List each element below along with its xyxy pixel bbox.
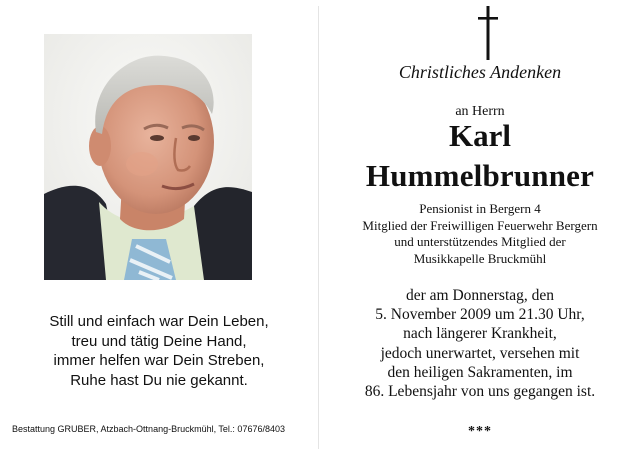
death-notice-line: den heiligen Sakramenten, im [387, 363, 573, 381]
biography-line: Mitglied der Freiwilligen Feuerwehr Bergern [362, 217, 598, 233]
death-notice-line: nach längerer Krankheit, [403, 325, 557, 343]
biography-line: Pensionist in Bergern 4 [419, 201, 541, 216]
left-page [0, 0, 318, 455]
poem-line: treu und tätig Deine Hand, [71, 332, 247, 350]
deceased-last-name: Hummelbrunner [365, 158, 595, 193]
fold-divider [318, 6, 319, 449]
right-page [320, 0, 640, 455]
salutation: an Herrn [455, 104, 505, 119]
death-notice-line: jedoch unerwartet, versehen mit [380, 344, 580, 362]
biography-line: Musikkapelle Bruckmühl [413, 250, 547, 266]
death-notice-line: 5. November 2009 um 21.30 Uhr, [375, 306, 585, 324]
death-notice-line: der am Donnerstag, den [405, 287, 555, 304]
memorial-heading: Christliches Andenken [398, 62, 562, 82]
portrait-photo [44, 34, 252, 280]
deceased-first-name: Karl [449, 118, 511, 153]
death-notice [320, 286, 640, 401]
biography [320, 201, 640, 267]
closing-asterisks: *** [468, 424, 492, 439]
latin-cross-icon [476, 6, 500, 60]
biography-line: und unterstützendes Mitglied der [394, 234, 566, 249]
portrait-illustration [44, 34, 252, 280]
poem [0, 312, 318, 390]
poem-line: Ruhe hast Du nie gekannt. [70, 371, 248, 389]
poem-line: Still und einfach war Dein Leben, [49, 313, 269, 330]
undertaker-credit: Bestattung GRUBER, Atzbach-Ottnang-Bruckmühl, Tel.: 07676/8403 [12, 424, 285, 434]
poem-line: immer helfen war Dein Streben, [53, 352, 265, 369]
death-notice-line: 86. Lebensjahr von uns gegangen ist. [364, 383, 596, 401]
